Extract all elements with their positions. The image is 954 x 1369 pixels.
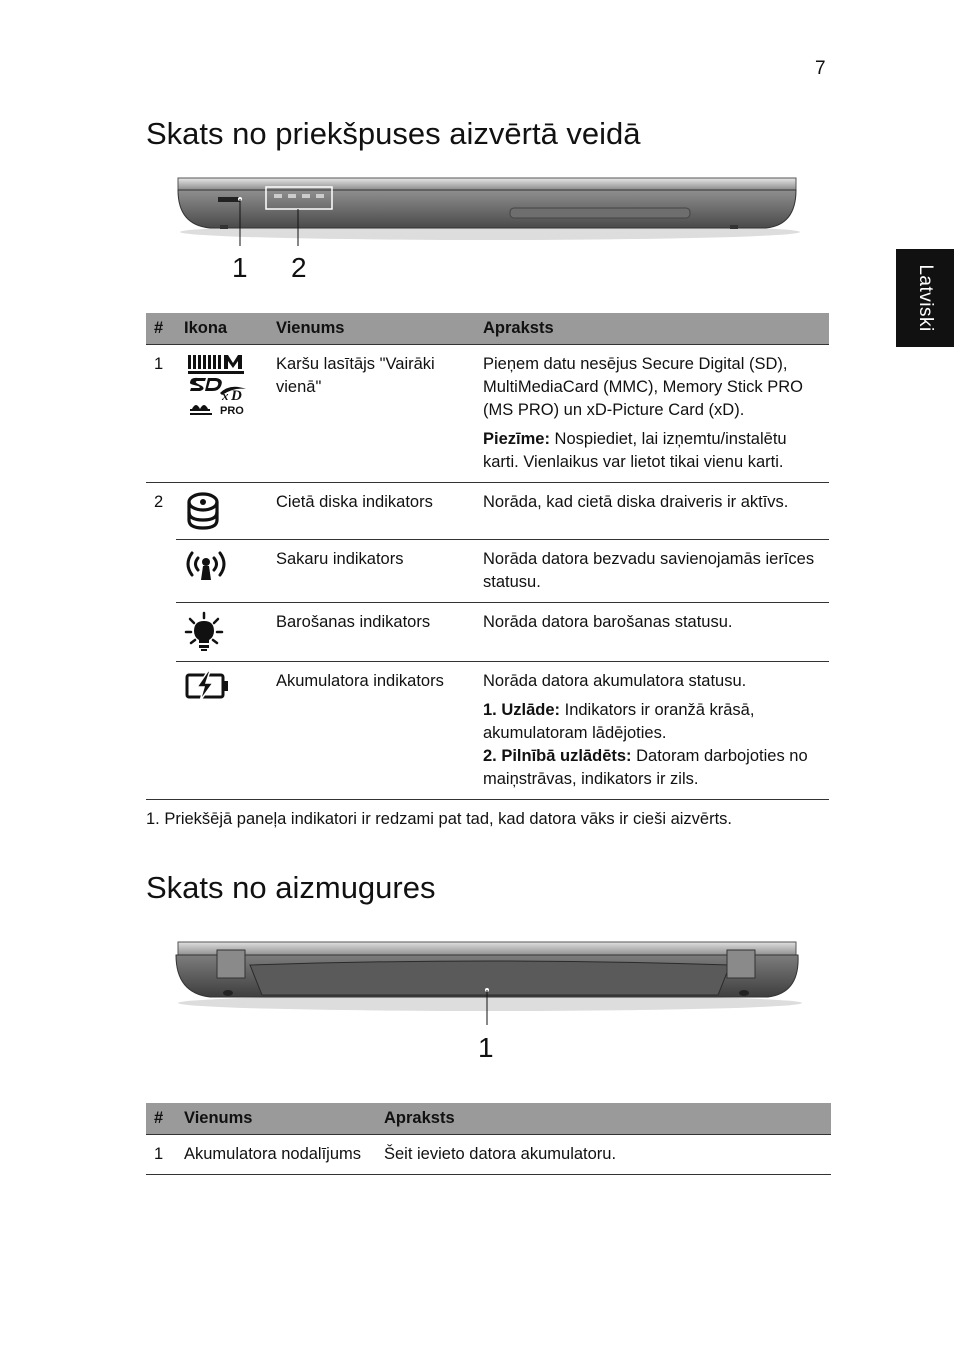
row-number — [146, 540, 176, 603]
table-row — [146, 540, 829, 603]
row-item: Akumulatora indikators — [268, 662, 475, 800]
hdd-icon — [184, 491, 222, 531]
table-row — [146, 483, 829, 540]
svg-text:D: D — [231, 388, 242, 404]
charged-label: 2. Pilnībā uzlādēts: — [483, 747, 632, 765]
language-tab — [896, 249, 954, 347]
front-callout-2: 2 — [291, 252, 307, 283]
charging-label: 1. Uzlāde: — [483, 701, 561, 719]
front-callout-1: 1 — [232, 252, 248, 283]
col-header-num: # — [146, 1103, 176, 1135]
rear-callout-1: 1 — [478, 1032, 494, 1063]
table-header-row — [146, 313, 829, 345]
svg-text:PRO: PRO — [220, 405, 244, 417]
col-header-num: # — [146, 313, 176, 345]
row-description: Norāda, kad cietā diska draiveris ir aktīvs. — [475, 483, 829, 540]
front-view-title: Skats no priekšpuses aizvērtā veidā — [146, 116, 641, 151]
row-number: 1 — [146, 1135, 176, 1175]
battery-icon — [184, 670, 230, 702]
table-row — [146, 603, 829, 662]
charged-status — [483, 745, 821, 791]
col-header-item: Vienums — [176, 1103, 376, 1135]
row-description: Šeit ievieto datora akumulatoru. — [376, 1135, 831, 1175]
col-header-item: Vienums — [268, 313, 475, 345]
row-description: Norāda datora akumulatora statusu. — [483, 672, 747, 690]
rear-components-table — [146, 1103, 831, 1175]
laptop-rear-image — [170, 935, 810, 1030]
row-number: 1 — [146, 345, 176, 483]
row-item: Karšu lasītājs "Vairāki vienā" — [268, 345, 475, 483]
front-components-table — [146, 313, 829, 800]
wireless-icon — [184, 548, 228, 584]
power-icon — [184, 611, 224, 653]
row-item: Sakaru indikators — [268, 540, 475, 603]
page-number: 7 — [815, 58, 826, 79]
note-text: Nospiediet, lai izņemtu/instalētu karti. Vienlaikus var lietot tikai vienu karti. — [483, 430, 787, 471]
row-item: Barošanas indikators — [268, 603, 475, 662]
charging-text: Indikators ir oranžā krāsā, akumulatoram lādējoties. — [483, 701, 755, 742]
col-header-icon: Ikona — [176, 313, 268, 345]
laptop-front-image — [170, 170, 810, 255]
col-header-description: Apraksts — [475, 313, 829, 345]
table-header-row — [146, 1103, 831, 1135]
row-number — [146, 662, 176, 800]
charged-text: Datoram darbojoties no maiņstrāvas, indikators ir zils. — [483, 747, 808, 788]
row-item: Akumulatora nodalījums — [176, 1135, 376, 1175]
svg-text:x: x — [222, 388, 229, 403]
footnote: 1. Priekšējā paneļa indikatori ir redzami pat tad, kad datora vāks ir cieši aizvērts. — [146, 810, 733, 828]
note-label: Piezīme: — [483, 430, 550, 448]
card-reader-icon — [184, 353, 250, 419]
row-description: Pieņem datu nesējus Secure Digital (SD), MultiMediaCard (MMC), Memory Stick PRO (MS PRO) un xD-Picture Card (xD). — [483, 355, 803, 419]
table-row — [146, 345, 829, 483]
row-description: Norāda datora barošanas statusu. — [475, 603, 829, 662]
col-header-description: Apraksts — [376, 1103, 831, 1135]
language-tab-label: Latviski — [915, 264, 936, 332]
row-number — [146, 603, 176, 662]
charging-status — [483, 699, 821, 745]
row-item: Cietā diska indikators — [268, 483, 475, 540]
row-number: 2 — [154, 493, 164, 511]
table-row — [146, 662, 829, 800]
row-note — [483, 428, 821, 474]
table-row — [146, 1135, 831, 1175]
rear-view-title: Skats no aizmugures — [146, 870, 436, 905]
row-description: Norāda datora bezvadu savienojamās ierīces statusu. — [475, 540, 829, 603]
